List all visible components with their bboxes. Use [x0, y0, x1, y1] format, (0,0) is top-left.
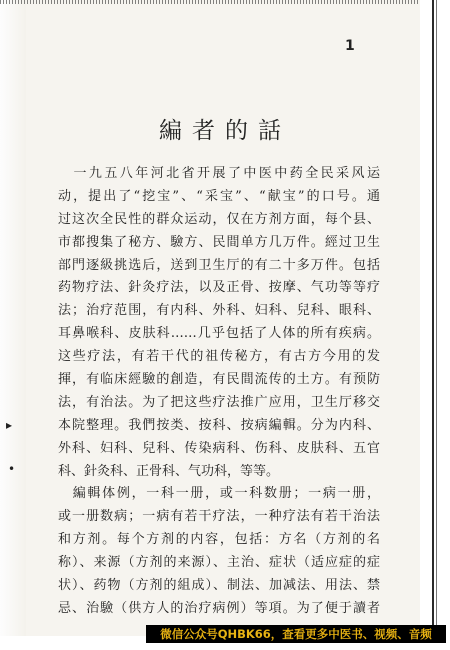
text-line: 科、針灸科、正骨科、气功科，等等。: [58, 463, 280, 479]
text-line: 或一册数病；一病有若干疗法，一种疗法有若干治法: [58, 509, 380, 525]
body-text: [58, 163, 380, 621]
text-line: 动，提出了“挖宝”、“采宝”、“献宝”的口号。通: [58, 188, 380, 204]
margin-right: [420, 0, 450, 650]
text-line: 市都搜集了秘方、驗方、民間单方几万件。經过卫生: [58, 234, 380, 250]
text-line: 本院整理。我們按类、按科、按病編輯。分为内科、: [58, 417, 380, 433]
text-line: 耳鼻喉科、皮肤科……几乎包括了人体的所有疾病。: [58, 326, 380, 342]
page-edge-line: [436, 0, 437, 650]
scan-top-edge: [0, 0, 450, 4]
text-line: 忌、治驗（供方人的治疗病例）等項。为了便于讀者: [58, 600, 380, 616]
text-line: 外科、妇科、兒科、传染病科、伤科、皮肤科、五官: [58, 440, 380, 456]
text-line: 部門逐級挑选后，送到卫生厅的有二十多万件。包括: [58, 257, 380, 273]
text-line: 药物疗法、針灸疗法，以及正骨、按摩、气功等等疗: [58, 280, 380, 296]
text-line: 一九五八年河北省开展了中医中药全民采风运: [58, 166, 380, 181]
page-title: 編者的話: [159, 118, 291, 144]
text-line: 这些疗法，有若干代的祖传秘方，有古方今用的发: [58, 349, 380, 365]
text-line: 法；治疗范围，有内科、外科、妇科、兒科、眼科、: [58, 303, 380, 319]
text-line: 編輯体例，一科一册，或一科数册；一病一册，: [58, 486, 380, 502]
text-line: 法，有治法。为了把这些疗法推广应用，卫生厅移交: [58, 394, 380, 410]
page-edge-line: [432, 0, 434, 650]
text-line: 和方剂。每个方剂的内容，包括：方名（方剂的名: [58, 532, 380, 548]
scan-speck: •: [8, 462, 16, 476]
page-gutter: [0, 0, 26, 650]
text-line: 过这次全民性的群众运动，仅在方剂方面，每个县、: [58, 211, 380, 227]
scan-speck: ▸: [6, 418, 13, 432]
watermark-banner: 微信公众号QHBK66，查看更多中医书、视频、音频: [146, 625, 446, 643]
text-line: 称）、来源（方剂的来源）、主治、症状（适应症的症: [58, 555, 380, 571]
page-number: 1: [345, 38, 355, 54]
text-line: 揮，有临床經驗的創造，有民間流传的土方。有预防: [58, 372, 380, 388]
text-line: 状）、药物（方剂的組成）、制法、加减法、用法、禁: [58, 578, 380, 594]
